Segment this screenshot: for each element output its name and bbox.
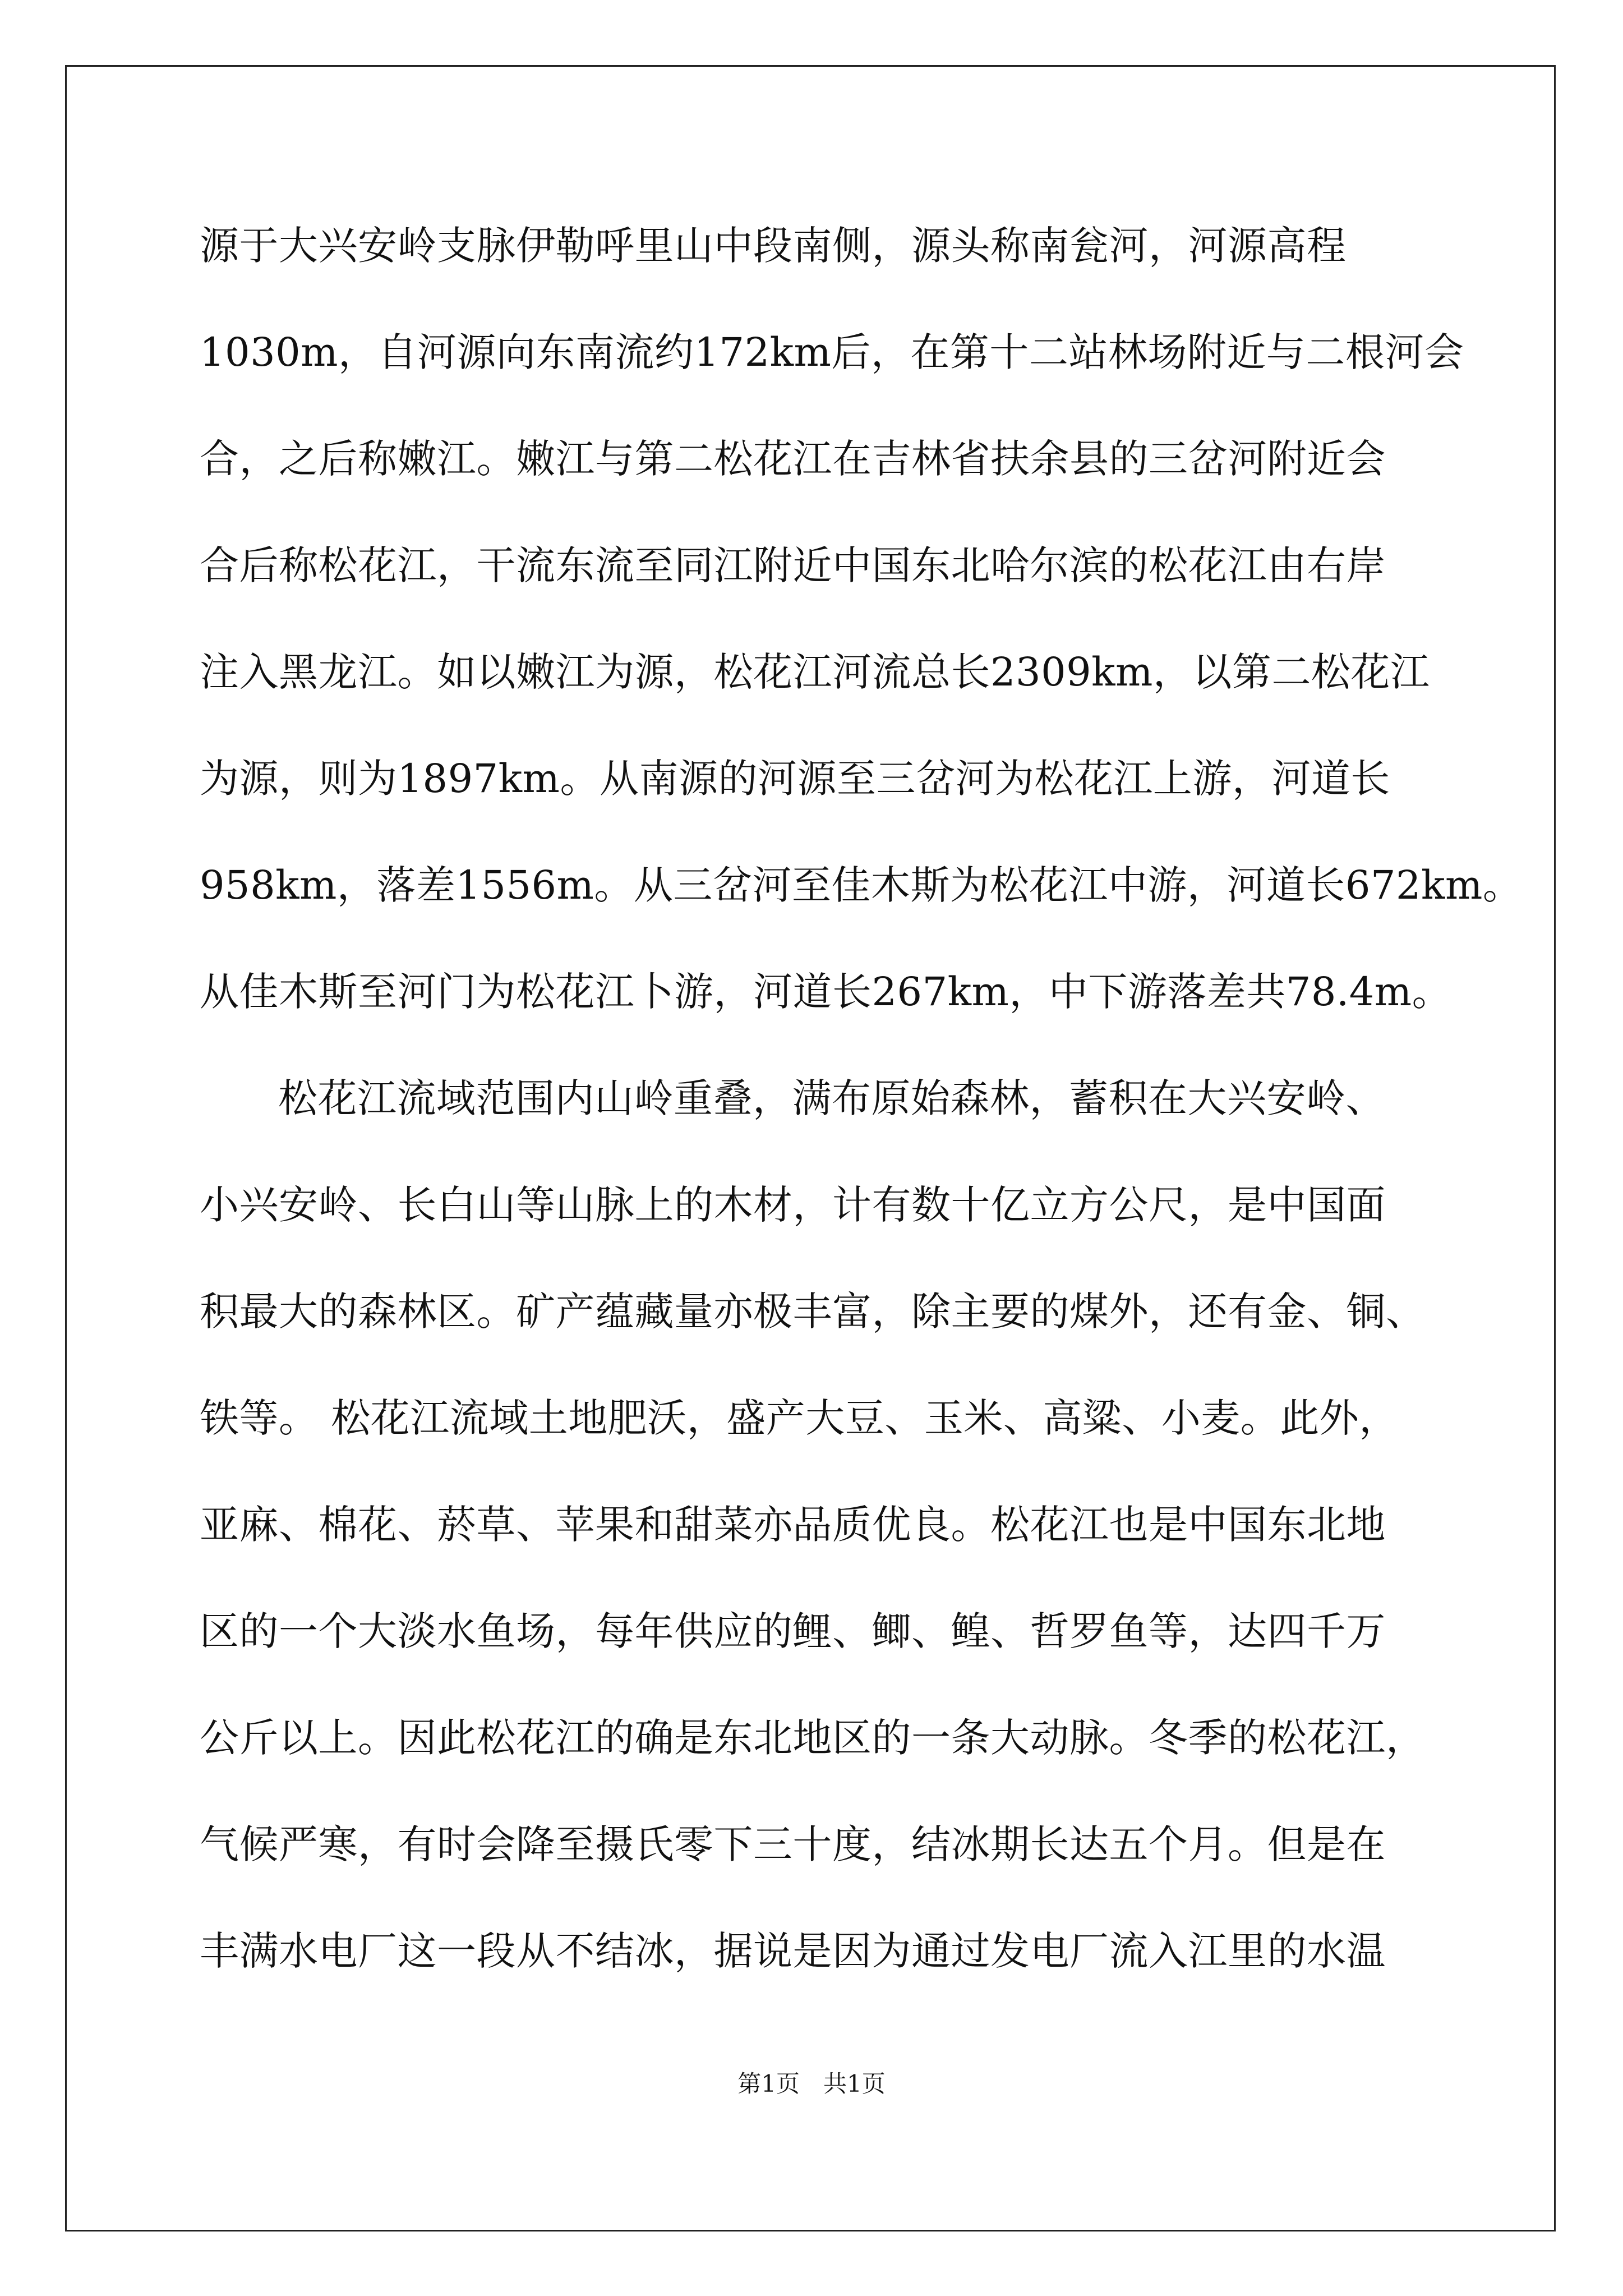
text-line: 区的一个大淡水鱼场，每年供应的鲤、鲫、鳇、哲罗鱼等，达四千万 [200,1608,1386,1654]
text-line: 注入黑龙江。如以嫩江为源，松花江河流总长2309km，以第二松花江 [200,649,1430,695]
page-number-footer: 第1页 共1页 [737,2070,886,2097]
text-line: 铁等。 松花江流域土地肥沃，盛产大豆、玉米、高粱、小麦。此外， [200,1395,1399,1441]
paragraph-first-line: 松花江流域范围内山岭重叠，满布原始森林，蓄积在大兴安岭、 [278,1075,1385,1121]
text-line: 从佳木斯至河门为松花江卜游，河道长267km，中下游落差共78.4m。 [200,969,1452,1015]
text-line: 合，之后称嫩江。嫩江与第二松花江在吉林省扶余县的三岔河附近会 [200,436,1386,482]
text-line: 丰满水电厂这一段从不结冰，据说是因为通过发电厂流入江里的水温 [200,1928,1386,1974]
text-line: 源于大兴安岭支脉伊勒呼里山中段南侧，源头称南瓮河，河源高程 [200,223,1347,269]
text-line: 小兴安岭、长白山等山脉上的木材，计有数十亿立方公尺，是中国面 [200,1182,1386,1228]
text-line: 公斤以上。因此松花江的确是东北地区的一条大动脉。冬季的松花江， [200,1715,1426,1761]
text-line: 为源，则为1897km。从南源的河源至三岔河为松花江上游，河道长 [200,756,1390,802]
text-line: 积最大的森林区。矿产蕴藏量亦极丰富，除主要的煤外，还有金、铜、 [200,1289,1426,1335]
page-border [65,65,1556,2231]
text-line: 气候严寒，有时会降至摄氏零下三十度，结冰期长达五个月。但是在 [200,1821,1386,1867]
text-line: 亚麻、棉花、菸草、苹果和甜菜亦品质优良。松花江也是中国东北地 [200,1502,1386,1548]
text-line: 合后称松花江，干流东流至同江附近中国东北哈尔滨的松花江由右岸 [200,542,1386,588]
text-line: 1030m，自河源向东南流约172km后，在第十二站林场附近与二根河会 [200,329,1464,375]
text-line: 958km，落差1556m。从三岔河至佳木斯为松花江中游，河道长672km。 [200,862,1523,908]
